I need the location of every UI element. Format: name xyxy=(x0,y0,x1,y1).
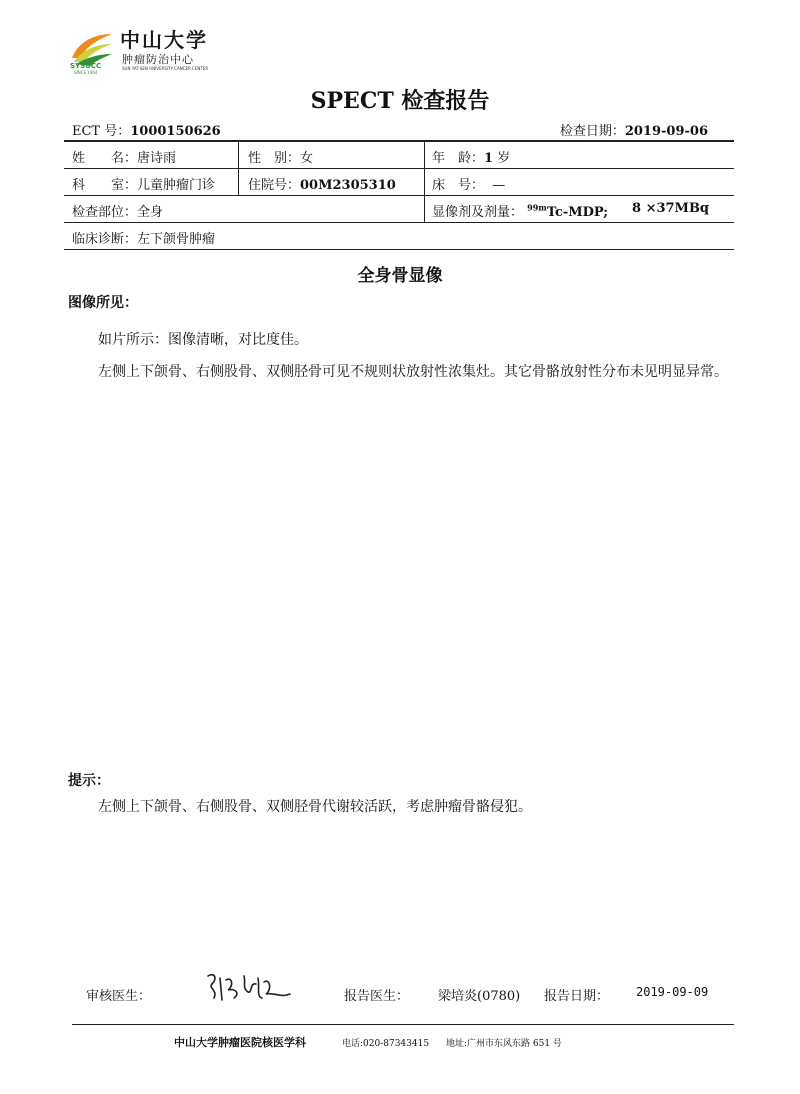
footer-org: 中山大学肿瘤医院核医学科 xyxy=(174,1036,306,1049)
logo-name-cn: 中山大学 xyxy=(120,28,208,52)
report-title: SPECT 检查报告 xyxy=(310,88,490,114)
finding-paragraph-2: 左侧上下颌骨、右侧股骨、双侧胫骨可见不规则状放射性浓集灶。其它骨骼放射性分布未见明显异常。 xyxy=(98,364,728,380)
logo-name-en: SUN YAT-SEN UNIVERSITY CANCER CENTER xyxy=(122,66,209,71)
ect-value: 1000150626 xyxy=(130,124,221,139)
agent-label: 显像剂及剂量： xyxy=(432,205,524,220)
finding-paragraph-1: 如片所示：图像清晰，对比度佳。 xyxy=(98,332,308,348)
name-cell xyxy=(72,147,176,166)
age-label: 年 龄： xyxy=(432,151,485,166)
diagnosis-label: 临床诊断： xyxy=(72,232,138,247)
dept-label: 科 室： xyxy=(72,178,138,193)
report-date-label: 报告日期： xyxy=(544,989,610,1004)
table-border-bottom xyxy=(64,249,734,250)
dept-cell xyxy=(72,174,215,193)
findings-label: 图像所见： xyxy=(68,295,138,311)
agent-cell xyxy=(432,201,608,220)
hint-paragraph: 左侧上下颌骨、右侧股骨、双侧胫骨代谢较活跃，考虑肿瘤骨骼侵犯。 xyxy=(98,799,532,815)
exam-site-cell xyxy=(72,201,163,220)
age-cell xyxy=(432,147,510,166)
footer-rule xyxy=(72,1024,734,1025)
reviewer-signature xyxy=(200,968,300,1008)
footer-phone: 电话:020-87343415 xyxy=(342,1039,430,1049)
age-number: 1 xyxy=(484,151,494,166)
sex-label: 性 别： xyxy=(248,151,301,166)
reporter-label: 报告医生： xyxy=(344,989,410,1004)
bed-cell xyxy=(432,174,505,193)
table-divider xyxy=(238,141,239,195)
exam-site-label: 检查部位： xyxy=(72,205,138,220)
hint-label: 提示： xyxy=(68,773,110,789)
reporter-name: 梁培炎(0780) xyxy=(438,989,521,1004)
name-value: 唐诗雨 xyxy=(137,151,177,166)
report-date: 2019-09-09 xyxy=(636,985,709,999)
sex-cell xyxy=(248,147,313,166)
logo-center-cn: 肿瘤防治中心 xyxy=(122,53,194,66)
table-rule xyxy=(64,222,734,223)
table-rule xyxy=(64,168,734,169)
inpatient-label: 住院号： xyxy=(248,178,301,193)
hospital-logo xyxy=(68,24,228,76)
inpatient-value: 00M2305310 xyxy=(300,178,396,193)
bed-value: — xyxy=(492,178,506,193)
agent-value: Tc-MDP; xyxy=(546,205,609,220)
name-label: 姓 名： xyxy=(72,151,138,166)
ect-number xyxy=(72,120,221,139)
inpatient-cell xyxy=(248,174,396,193)
exam-site-value: 全身 xyxy=(137,205,164,220)
exam-date-value: 2019-09-06 xyxy=(624,124,708,139)
table-border-top xyxy=(64,140,734,142)
sex-value: 女 xyxy=(300,151,314,166)
section-title: 全身骨显像 xyxy=(357,266,443,286)
logo-abbr: SYSUCC xyxy=(70,62,102,70)
bed-label: 床 号： xyxy=(432,178,485,193)
exam-date-label: 检查日期： xyxy=(559,124,625,139)
footer-address: 地址:广州市东风东路 651 号 xyxy=(446,1039,562,1049)
table-divider xyxy=(424,141,425,222)
table-rule xyxy=(64,195,734,196)
exam-date xyxy=(560,120,708,139)
reviewer-label: 审核医生： xyxy=(86,989,152,1004)
age-unit: 岁 xyxy=(497,151,511,166)
diagnosis-value: 左下颌骨肿瘤 xyxy=(137,232,216,247)
dept-value: 儿童肿瘤门诊 xyxy=(137,178,216,193)
diagnosis-cell xyxy=(72,228,215,247)
dose-value: 8 ×37MBq xyxy=(632,201,710,216)
agent-isotope-sup: 99m xyxy=(527,202,547,213)
ect-label: ECT 号： xyxy=(72,124,131,139)
logo-since: SINCE 1964 xyxy=(74,70,98,75)
